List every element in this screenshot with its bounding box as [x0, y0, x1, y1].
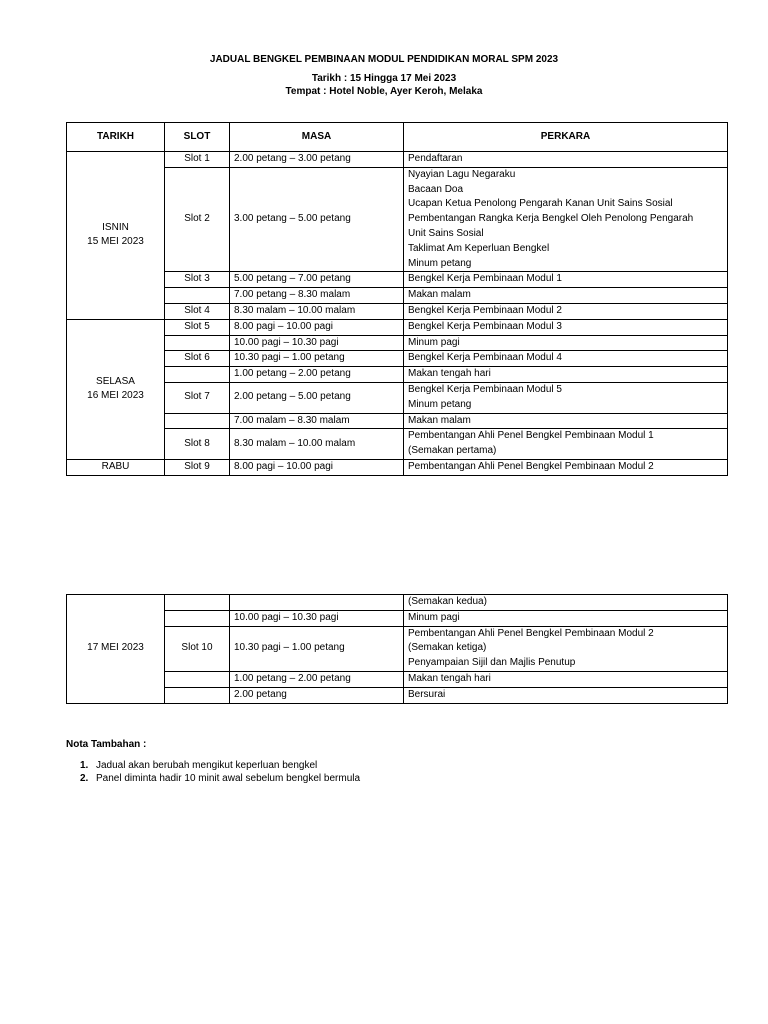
schedule-table-continued [66, 594, 728, 704]
perkara-cell [404, 319, 728, 335]
perkara-line: Pembentangan Ahli Penel Bengkel Pembinaan Modul 1 [408, 430, 654, 442]
table-row [67, 367, 728, 383]
table-row [67, 626, 728, 671]
masa-cell: 8.30 malam – 10.00 malam [230, 429, 404, 460]
perkara-line: Minum petang [408, 257, 472, 269]
perkara-cell [404, 152, 728, 168]
slot-cell: Slot 2 [165, 167, 230, 272]
masa-cell: 8.00 pagi – 10.00 pagi [230, 459, 404, 475]
column-header-tarikh: TARIKH [67, 123, 165, 152]
perkara-cell [404, 459, 728, 475]
masa-cell: 1.00 petang – 2.00 petang [230, 671, 404, 687]
note-text: Panel diminta hadir 10 minit awal sebelum bengkel bermula [96, 773, 361, 784]
perkara-cell [404, 351, 728, 367]
table-row [67, 382, 728, 413]
date-line: Tarikh : 15 Hingga 17 Mei 2023 [311, 73, 457, 84]
list-number: 2. [80, 773, 89, 784]
perkara-cell [404, 335, 728, 351]
column-header-masa: MASA [230, 123, 404, 152]
perkara-line: Bengkel Kerja Pembinaan Modul 5 [408, 383, 562, 395]
masa-cell: 1.00 petang – 2.00 petang [230, 367, 404, 383]
masa-cell: 3.00 petang – 5.00 petang [230, 167, 404, 272]
perkara-cell [404, 413, 728, 429]
list-item [80, 772, 360, 785]
table-row [67, 429, 728, 460]
tarikh-text: ISNIN [102, 221, 129, 233]
masa-cell: 10.30 pagi – 1.00 petang [230, 626, 404, 671]
tarikh-cell [67, 319, 165, 459]
table-row [67, 459, 728, 475]
table-row [67, 288, 728, 304]
masa-cell: 2.00 petang [230, 687, 404, 703]
perkara-cell [404, 429, 728, 460]
perkara-cell [404, 595, 728, 611]
slot-cell [165, 367, 230, 383]
masa-cell: 2.00 petang – 5.00 petang [230, 382, 404, 413]
slot-cell [165, 335, 230, 351]
slot-cell: Slot 9 [165, 459, 230, 475]
list-number: 1. [80, 760, 89, 771]
table-row [67, 319, 728, 335]
perkara-line: Bengkel Kerja Pembinaan Modul 1 [408, 273, 562, 285]
perkara-line: Bengkel Kerja Pembinaan Modul 3 [408, 320, 562, 332]
perkara-cell [404, 167, 728, 272]
slot-cell: Slot 10 [165, 626, 230, 671]
list-item [80, 759, 360, 772]
slot-cell [165, 671, 230, 687]
table-row [67, 610, 728, 626]
perkara-cell [404, 626, 728, 671]
table-row [67, 687, 728, 703]
tarikh-cell [67, 459, 165, 475]
perkara-line: Bersurai [408, 688, 446, 700]
perkara-line: Bengkel Kerja Pembinaan Modul 2 [408, 304, 562, 316]
perkara-line: Minum pagi [408, 336, 460, 348]
schedule-table [66, 122, 728, 476]
masa-cell [230, 595, 404, 611]
perkara-line: Penyampaian Sijil dan Majlis Penutup [408, 657, 576, 669]
table-row [67, 152, 728, 168]
tarikh-cell [67, 595, 165, 704]
document-title: JADUAL BENGKEL PEMBINAAN MODUL PENDIDIKAN MORAL SPM 2023 [209, 54, 559, 65]
slot-cell [165, 610, 230, 626]
masa-cell: 8.30 malam – 10.00 malam [230, 303, 404, 319]
column-header-slot: SLOT [165, 123, 230, 152]
perkara-line: Minum petang [408, 398, 472, 410]
perkara-cell [404, 288, 728, 304]
masa-cell: 7.00 petang – 8.30 malam [230, 288, 404, 304]
perkara-line: Nyayian Lagu Negaraku [408, 168, 516, 180]
perkara-line: Taklimat Am Keperluan Bengkel [408, 242, 550, 254]
masa-cell: 10.00 pagi – 10.30 pagi [230, 335, 404, 351]
tarikh-text: 15 MEI 2023 [87, 236, 144, 248]
slot-cell: Slot 6 [165, 351, 230, 367]
slot-cell [165, 687, 230, 703]
perkara-line: Ucapan Ketua Penolong Pengarah Kanan Unit Sains Sosial [408, 198, 673, 210]
perkara-cell [404, 303, 728, 319]
perkara-cell [404, 671, 728, 687]
tarikh-text: SELASA [96, 375, 135, 387]
table-row [67, 671, 728, 687]
perkara-line: (Semakan pertama) [408, 445, 497, 457]
perkara-line: Minum pagi [408, 611, 460, 623]
perkara-cell [404, 382, 728, 413]
column-header-perkara: PERKARA [404, 123, 728, 152]
perkara-line: Bengkel Kerja Pembinaan Modul 4 [408, 352, 562, 364]
slot-cell: Slot 5 [165, 319, 230, 335]
slot-cell [165, 595, 230, 611]
table-header-row [67, 123, 728, 152]
table-row [67, 335, 728, 351]
slot-cell: Slot 4 [165, 303, 230, 319]
tarikh-text: RABU [101, 460, 130, 472]
masa-cell: 7.00 malam – 8.30 malam [230, 413, 404, 429]
venue-line: Tempat : Hotel Noble, Ayer Keroh, Melaka [285, 86, 483, 97]
notes-title: Nota Tambahan : [66, 739, 147, 750]
table-row [67, 351, 728, 367]
perkara-line: Pembentangan Ahli Penel Bengkel Pembinaan Modul 2 [408, 460, 654, 472]
perkara-line: Makan tengah hari [408, 672, 491, 684]
tarikh-text: 17 MEI 2023 [87, 642, 144, 654]
note-text: Jadual akan berubah mengikut keperluan bengkel [96, 760, 318, 771]
perkara-cell [404, 367, 728, 383]
masa-cell: 5.00 petang – 7.00 petang [230, 272, 404, 288]
masa-cell: 10.30 pagi – 1.00 petang [230, 351, 404, 367]
slot-cell: Slot 1 [165, 152, 230, 168]
tarikh-text: 16 MEI 2023 [87, 390, 144, 402]
perkara-line: Pendaftaran [408, 153, 463, 164]
perkara-cell [404, 687, 728, 703]
perkara-line: Pembentangan Ahli Penel Bengkel Pembinaan Modul 2 [408, 627, 654, 639]
perkara-cell [404, 272, 728, 288]
masa-cell: 10.00 pagi – 10.30 pagi [230, 610, 404, 626]
table-row [67, 272, 728, 288]
perkara-line: Pembentangan Rangka Kerja Bengkel Oleh Penolong Pengarah [408, 213, 694, 225]
table-row [67, 413, 728, 429]
perkara-cell [404, 610, 728, 626]
perkara-line: Makan tengah hari [408, 368, 491, 380]
slot-cell: Slot 8 [165, 429, 230, 460]
perkara-line: Unit Sains Sosial [408, 227, 484, 239]
notes-list [80, 759, 360, 785]
slot-cell: Slot 3 [165, 272, 230, 288]
perkara-line: Makan malam [408, 414, 471, 426]
slot-cell [165, 288, 230, 304]
perkara-line: (Semakan ketiga) [408, 642, 487, 654]
table-row [67, 167, 728, 272]
perkara-line: (Semakan kedua) [408, 596, 487, 607]
slot-cell: Slot 7 [165, 382, 230, 413]
table-row [67, 595, 728, 611]
table-row [67, 303, 728, 319]
masa-cell: 2.00 petang – 3.00 petang [230, 152, 404, 168]
masa-cell: 8.00 pagi – 10.00 pagi [230, 319, 404, 335]
slot-cell [165, 413, 230, 429]
tarikh-cell [67, 152, 165, 320]
perkara-line: Bacaan Doa [408, 183, 464, 195]
perkara-line: Makan malam [408, 289, 471, 301]
